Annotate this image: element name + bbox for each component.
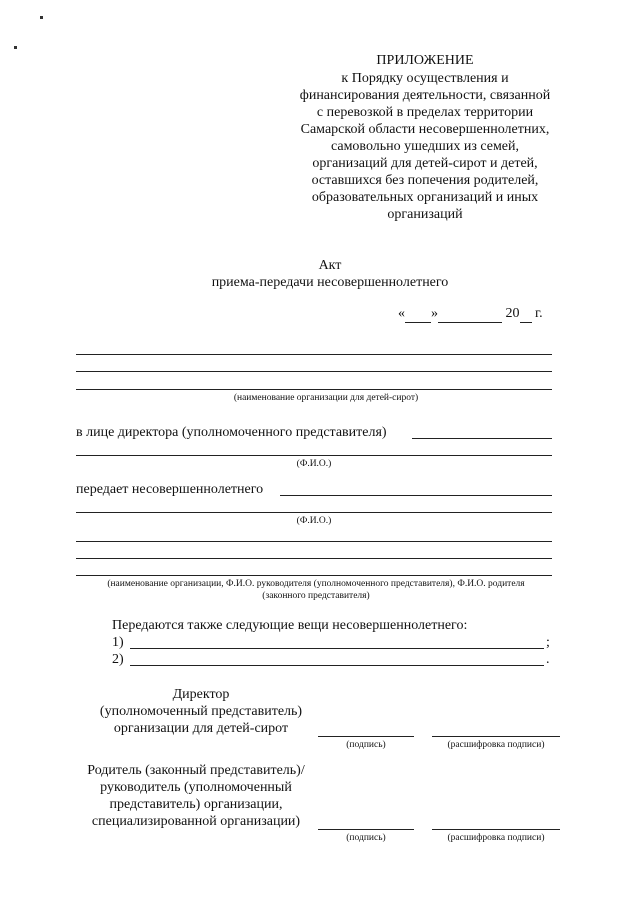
date-close-quote: »: [431, 306, 438, 321]
receiver-caption-2: (законного представителя): [262, 591, 370, 601]
director-name-line-2[interactable]: [76, 455, 552, 456]
director-sign-line: (уполномоченный представитель): [99, 704, 303, 719]
appendix-line: с перевозкой в пределах территории: [316, 105, 534, 120]
director-decode-caption: (расшифровка подписи): [447, 740, 545, 750]
act-date: [398, 305, 543, 323]
item-row-2-num: 2): [112, 652, 124, 667]
fio-caption-1: (Ф.И.О.): [296, 459, 332, 469]
receiver-line-2[interactable]: [76, 558, 552, 559]
appendix-text: [270, 70, 580, 223]
item-row-2-line[interactable]: [130, 665, 544, 666]
director-decode-field[interactable]: [432, 736, 560, 737]
minor-name-line-2[interactable]: [76, 512, 552, 513]
parent-signature-field[interactable]: [318, 829, 414, 830]
act-title: Акт: [318, 258, 342, 273]
org-caption: (наименование организации для детей-сирот): [233, 393, 419, 403]
appendix-line: самовольно ушедших из семей,: [330, 139, 520, 154]
date-day-blank[interactable]: [405, 305, 431, 323]
director-signature-caption: (подпись): [346, 740, 386, 750]
scan-speck: [40, 16, 43, 19]
item-row-1-num: 1): [112, 635, 124, 650]
minor-name-line[interactable]: [280, 495, 552, 496]
director-sign-line: организации для детей-сирот: [113, 721, 289, 736]
parent-sign-line: специализированной организации): [91, 814, 301, 829]
fio-caption-2: (Ф.И.О.): [296, 516, 332, 526]
date-month-blank[interactable]: [438, 305, 502, 323]
parent-sign-label: [62, 762, 330, 830]
scan-speck: [14, 46, 17, 49]
date-open-quote: «: [398, 306, 405, 321]
date-year-blank[interactable]: [520, 305, 532, 323]
item-row-2-end: .: [546, 652, 550, 667]
parent-sign-line: руководитель (уполномоченный: [100, 780, 292, 795]
director-sign-label: [76, 686, 326, 737]
items-heading: Передаются также следующие вещи несовершеннолетнего:: [112, 618, 468, 633]
appendix-line: Самарской области несовершеннолетних,: [300, 122, 550, 137]
parent-sign-line: Родитель (законный представитель)/: [87, 763, 305, 778]
parent-decode-field[interactable]: [432, 829, 560, 830]
appendix-line: оставшихся без попечения родителей,: [311, 173, 539, 188]
director-label: в лице директора (уполномоченного представителя): [76, 425, 387, 440]
org-name-line-1[interactable]: [76, 354, 552, 355]
org-name-line-2[interactable]: [76, 371, 552, 372]
appendix-title: ПРИЛОЖЕНИЕ: [376, 53, 474, 68]
date-year-prefix: 20: [505, 306, 520, 321]
director-name-line[interactable]: [412, 438, 552, 439]
appendix-line: организаций: [387, 207, 463, 222]
director-signature-field[interactable]: [318, 736, 414, 737]
transfers-label: передает несовершеннолетнего: [76, 482, 264, 497]
act-subtitle: приема-передачи несовершеннолетнего: [211, 275, 449, 290]
parent-signature-caption: (подпись): [346, 833, 386, 843]
item-row-1-line[interactable]: [130, 648, 544, 649]
receiver-line-3[interactable]: [76, 575, 552, 576]
receiver-line-1[interactable]: [76, 541, 552, 542]
parent-sign-line: представитель) организации,: [109, 797, 283, 812]
receiver-caption-1: (наименование организации, Ф.И.О. руководителя (уполномоченного представителя), Ф.И.О. родителя: [107, 579, 525, 589]
director-sign-line: Директор: [172, 687, 230, 702]
appendix-line: образовательных организаций и иных: [311, 190, 539, 205]
appendix-line: финансирования деятельности, связанной: [299, 88, 551, 103]
date-year-suffix: г.: [535, 306, 543, 321]
appendix-line: к Порядку осуществления и: [341, 71, 509, 86]
item-row-1-end: ;: [546, 635, 550, 650]
appendix-line: организаций для детей-сирот и детей,: [312, 156, 538, 171]
parent-decode-caption: (расшифровка подписи): [447, 833, 545, 843]
org-name-line-3[interactable]: [76, 389, 552, 390]
